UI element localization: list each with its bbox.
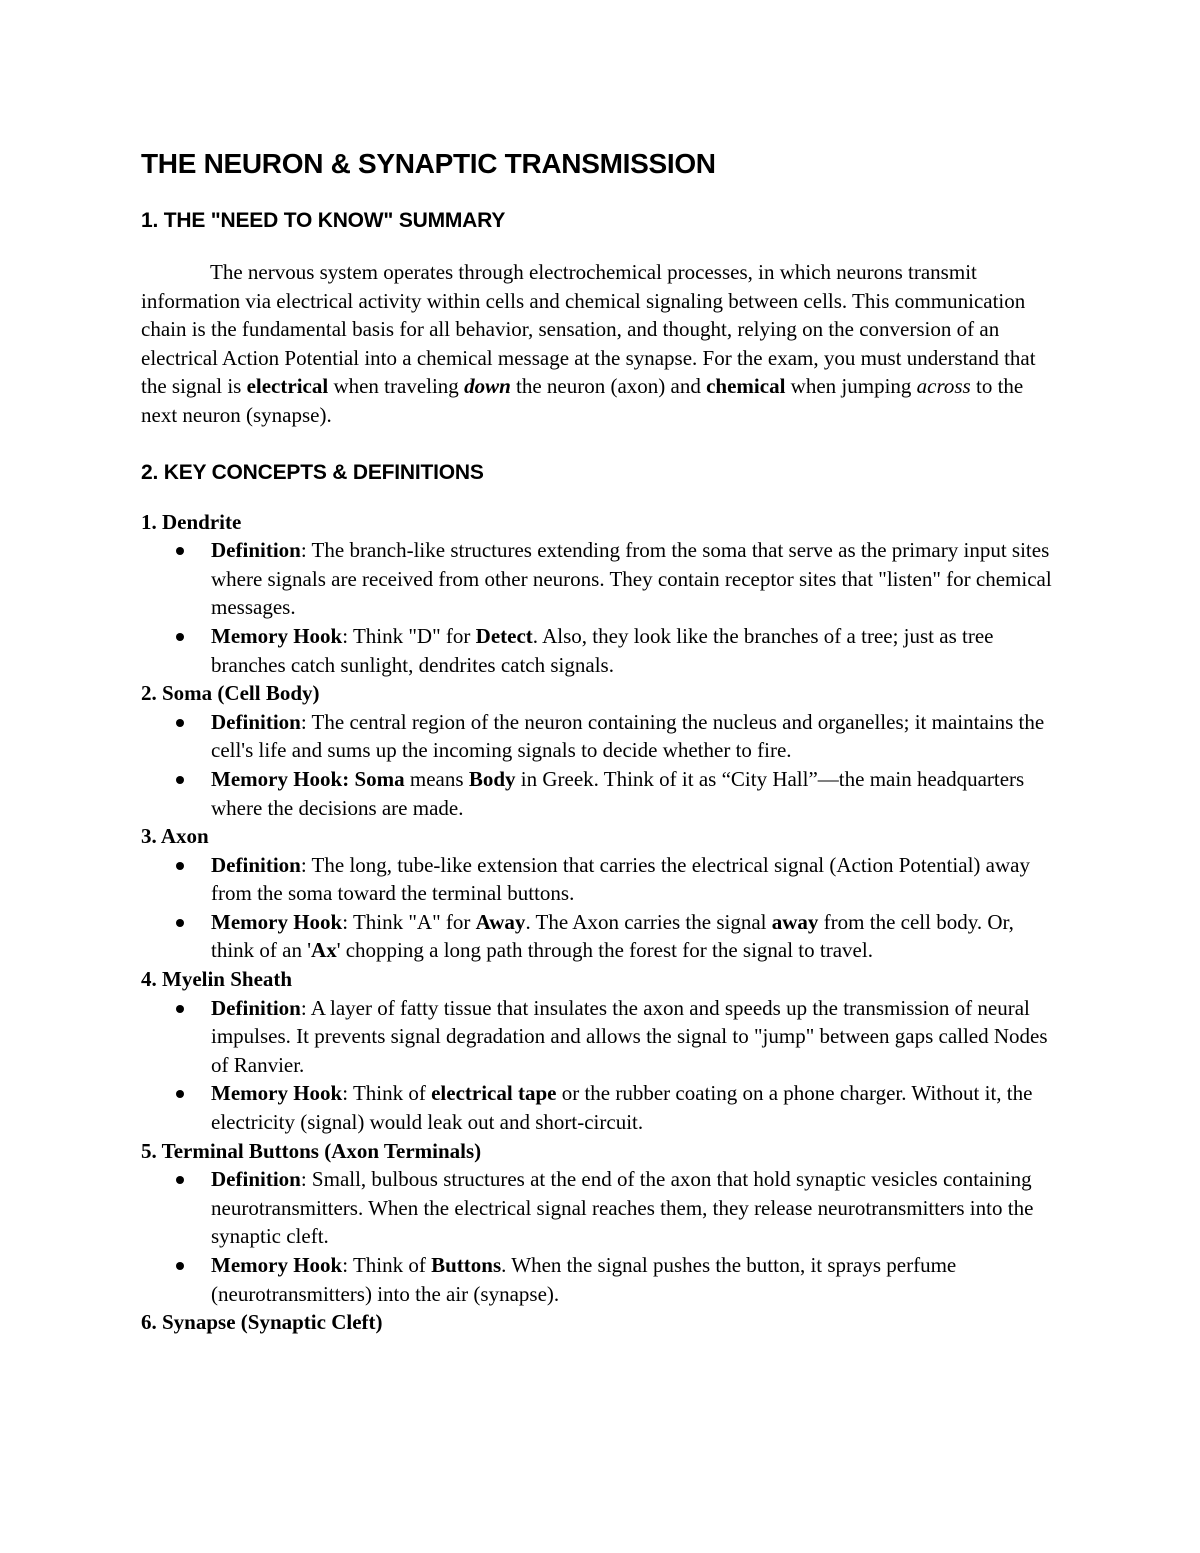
concept-title: 2. Soma (Cell Body): [141, 681, 320, 706]
concept-terminal-buttons: [141, 1137, 1061, 1309]
summary-paragraph: [141, 258, 1061, 430]
definition-item: [211, 994, 1061, 1080]
document-title: THE NEURON & SYNAPTIC TRANSMISSION: [141, 148, 716, 179]
memory-hook-text: or the rubber coating on a phone charger. Without it, the electricity (signal) would leak out and short-circuit.: [211, 1081, 1033, 1135]
bullet-icon: [176, 547, 184, 555]
bullet-icon: [176, 919, 184, 927]
section-heading-key-concepts: 2. KEY CONCEPTS & DEFINITIONS: [141, 460, 484, 484]
definition-label: Definition: [211, 538, 301, 563]
section-heading-summary: 1. THE "NEED TO KNOW" SUMMARY: [141, 209, 506, 232]
bullet-icon: [176, 1262, 184, 1270]
memory-hook-text: : Think of: [342, 1253, 432, 1277]
memory-hook-text: . The Axon carries the signal: [525, 909, 772, 934]
definition-item: [211, 708, 1061, 765]
memory-hook-bold: Body: [468, 766, 516, 791]
concept-soma: [141, 679, 1061, 822]
concept-bullets: [141, 708, 1061, 822]
definition-item: [211, 851, 1061, 908]
document-content: [141, 144, 1061, 1337]
concept-title: 3. Axon: [141, 824, 209, 849]
summary-bold-electrical: electrical: [246, 374, 329, 399]
definition-label: Definition: [211, 995, 301, 1020]
summary-text-5: to the next neuron (synapse).: [141, 374, 1024, 427]
concept-dendrite: [141, 508, 1061, 680]
memory-hook-item: [211, 908, 1061, 965]
memory-hook-bold: Away: [475, 909, 526, 934]
memory-hook-text: means: [404, 766, 469, 791]
memory-hook-bold: Ax: [311, 938, 337, 963]
memory-hook-text: : Think "A" for: [342, 909, 476, 934]
memory-hook-text: in Greek. Think of it as “City Hall”—the main headquarters where the decisions are made.: [211, 766, 1025, 820]
memory-hook-item: [211, 1079, 1061, 1136]
memory-hook-label: Memory Hook:: [211, 766, 350, 791]
memory-hook-text: : Think of: [342, 1081, 432, 1106]
definition-text: : The central region of the neuron containing the nucleus and organelles; it maintains the cell's life and sums up the incoming signals to decide whether to fire.: [211, 709, 1045, 763]
definition-item: [211, 536, 1061, 622]
bullet-icon: [176, 633, 184, 641]
bullet-icon: [176, 776, 184, 784]
definition-item: [211, 1165, 1061, 1251]
memory-hook-text: ' chopping a long path through the forest for the signal to travel.: [336, 938, 873, 963]
memory-hook-text: : Think "D" for: [342, 623, 476, 648]
summary-italic-across: across: [916, 374, 971, 399]
summary-text-2: when traveling: [328, 374, 465, 399]
concept-bullets: [141, 851, 1061, 965]
summary-bold-chemical: chemical: [706, 374, 786, 399]
bullet-icon: [176, 1090, 184, 1098]
concept-title: 5. Terminal Buttons (Axon Terminals): [141, 1138, 482, 1163]
definition-text: : Small, bulbous structures at the end of the axon that hold synaptic vesicles containing neurotransmitters. When the electrical signal reaches them, they release neurotransmitters into the synaptic cleft.: [211, 1167, 1034, 1249]
summary-italic-down: down: [464, 374, 511, 399]
definition-label: Definition: [211, 709, 301, 734]
bullet-icon: [176, 1176, 184, 1184]
definition-text: : The branch-like structures extending from the soma that serve as the primary input sites where signals are received from other neurons. They contain receptor sites that "listen" for chemical messages.: [211, 538, 1052, 620]
memory-hook-text: . Also, they look like the branches of a tree; just as tree branches catch sunlight, dendrites catch signals.: [211, 623, 994, 677]
definition-text: : A layer of fatty tissue that insulates the axon and speeds up the transmission of neural impulses. It prevents signal degradation and allows the signal to "jump" between gaps called Nodes of Ranvier.: [211, 995, 1048, 1077]
summary-text-1: The nervous system operates through electrochemical processes, in which neurons transmit information via electrical activity within cells and chemical signaling between cells. This communication chain is the fundamental basis for all behavior, sensation, and thought, relying on the conversion of an electrical Action Potential into a chemical message at the synapse. For the exam, you must understand that the signal is: [141, 260, 1036, 399]
concept-bullets: [141, 536, 1061, 679]
bullet-icon: [176, 719, 184, 727]
definition-label: Definition: [211, 1167, 301, 1192]
bullet-icon: [176, 1005, 184, 1013]
concept-title: 6. Synapse (Synaptic Cleft): [141, 1310, 383, 1335]
concept-axon: [141, 822, 1061, 965]
memory-hook-bold: Soma: [354, 766, 405, 791]
memory-hook-bold: electrical tape: [431, 1081, 557, 1106]
memory-hook-item: [211, 1251, 1061, 1308]
memory-hook-item: [211, 765, 1061, 822]
bullet-icon: [176, 862, 184, 870]
definition-text: : The long, tube-like extension that carries the electrical signal (Action Potential) away from the soma toward the terminal buttons.: [211, 852, 1030, 906]
concept-title: 4. Myelin Sheath: [141, 967, 293, 992]
concept-title: 1. Dendrite: [141, 509, 242, 534]
memory-hook-bold: Detect: [475, 623, 533, 648]
definition-label: Definition: [211, 852, 301, 877]
memory-hook-label: Memory Hook: [211, 623, 343, 648]
memory-hook-label: Memory Hook: [211, 1081, 343, 1106]
memory-hook-text: . When the signal pushes the button, it sprays perfume (neurotransmitters) into the air (synapse).: [211, 1253, 957, 1306]
memory-hook-label: Memory Hook: [211, 1253, 343, 1277]
memory-hook-label: Memory Hook: [211, 909, 343, 934]
summary-text-3: the neuron (axon) and: [510, 374, 707, 399]
memory-hook-bold: Buttons: [431, 1253, 502, 1277]
concept-bullets: [141, 994, 1061, 1137]
summary-text-4: when jumping: [785, 374, 917, 399]
concept-myelin-sheath: [141, 965, 1061, 1137]
memory-hook-text: from the cell body. Or, think of an ': [211, 909, 1014, 963]
memory-hook-item: [211, 622, 1061, 679]
memory-hook-bold: away: [771, 909, 819, 934]
concept-synapse: [141, 1308, 1061, 1337]
concept-bullets: [141, 1165, 1061, 1308]
